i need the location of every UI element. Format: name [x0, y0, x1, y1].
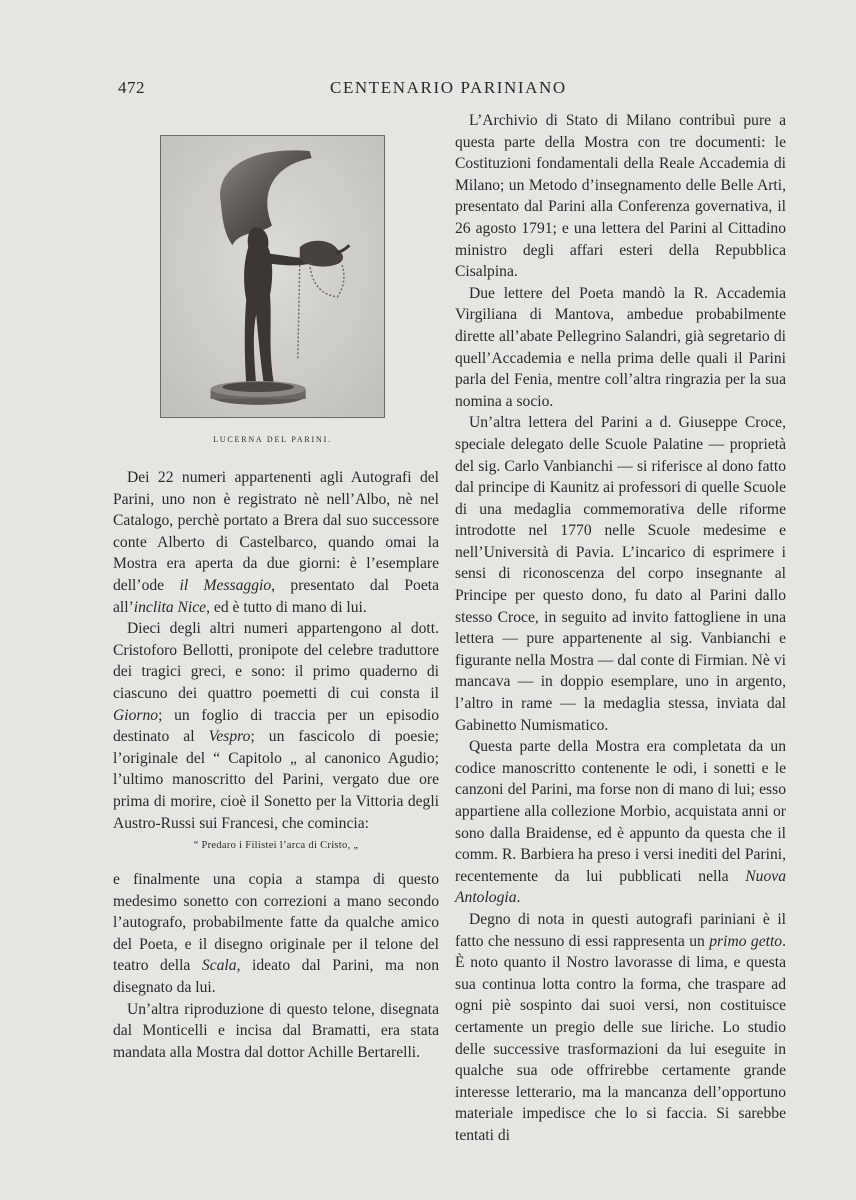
quoted-verse: “ Predaro i Filistei l’arca di Cristo, „ — [193, 840, 359, 851]
text-run: e finalmente una copia a stampa di questo medesimo sonetto con correzioni a mano secondo l’autografo, probabilmente fatte da qualche amico del Poeta, e il disegno originale per il telone del teatro della — [113, 871, 439, 975]
figure-caption: LUCERNA DEL PARINI. — [213, 435, 332, 444]
text-run: Un’altra riproduzione di questo telone, disegnata dal Monticelli e incisa dal Bramatti, era stata mandata alla Mostra dal dottor Achille Bertarelli. — [113, 1000, 439, 1061]
text-run: ; un foglio di traccia per un episodio destinato al — [113, 706, 439, 746]
text-run: , ideato dal Parini, ma non disegnato da lui. — [113, 957, 439, 996]
text-run: . È noto quanto il Nostro lavorasse di lima, e questa sua continua lotta contro la forma, che traspare ad ogni piè sospinto dai suoi versi, non costituisce certamente un pregio delle sue liriche. Lo studio delle successive trasformazioni da lui eseguite in qualche sua ode offrirebbe certamente grande interesse letterario, ma la mancanza dell’opportuno materiale impedisce che lo si faccia. Si sarebbe tentati di — [455, 932, 786, 1144]
paragraph — [113, 467, 439, 618]
paragraph — [113, 999, 439, 1064]
italic-text: Scala — [201, 957, 237, 975]
text-run: Dieci degli altri numeri appartengono al dott. Cristoforo Bellotti, pronipote del celebre traduttore dei tragici greci, e sono: il primo quaderno di ciascuno dei quattro poemetti di cui consta il — [113, 620, 439, 702]
paragraph — [455, 736, 786, 909]
text-run: , ed è tutto di mano di lui. — [206, 598, 367, 616]
lamp-illustration — [160, 135, 385, 418]
italic-text: il Messaggio — [179, 576, 272, 594]
italic-text: Nuova Antologia — [455, 867, 786, 907]
lamp-figure-drawing — [161, 136, 384, 417]
left-column-upper — [113, 467, 439, 834]
italic-text: Giorno — [113, 706, 159, 724]
paragraph — [455, 412, 786, 736]
italic-text: inclita Nice — [133, 598, 207, 616]
text-run: Un’altra lettera del Parini a d. Giuseppe Croce, speciale delegato delle Scuole Palatine — proprietà del sig. Carlo Vanbianchi — si riferisce al dono fatto dal principe di Kaunitz ai professori di quelle Scuole di una medaglia commemorativa delle riforme introdotte nel 1770 nelle Scuole medesime e nell’Università di Pavia. L’incarico di esprimere i sensi di riconoscenza del corpo insegnante al Principe per questo dono, fu dato al Parini dallo stesso Croce, in seguito ad invito fattogliene in una lettera — pure appartenente al sig. Vanbianchi e figurante nella Mostra — dal conte di Firmian. Nè vi mancava — in doppio esemplare, uno in argento, l’altro in rame — la medaglia stessa, inviata dal Gabinetto Numismatico. — [455, 414, 786, 734]
italic-text: Vespro — [208, 728, 251, 746]
paragraph — [113, 869, 439, 999]
text-run: Due lettere del Poeta mandò la R. Accademia Virgiliana di Mantova, ambedue probabilmente dirette all’abate Pellegrino Salandri, già segretario di quell’Accademia e nella prima delle quali il Parini parla del Fenia, mentre coll’altra ringrazia per la sua nomina a socio. — [455, 284, 786, 410]
text-run: Questa parte della Mostra era completata da un codice manoscritto contenente le odi, i sonetti e le canzoni del Parini, ma forse non di mano di lui; esso appartiene alla collezione Morbio, acquistata anni or sono dalla Braidense, ed è appunto da questa che il comm. R. Barbiera ha preso i versi inediti del Parini, recentemente da lui pubblicati nella — [455, 738, 786, 885]
italic-text: primo getto — [709, 932, 783, 950]
paragraph — [455, 110, 786, 283]
text-run: . — [516, 889, 521, 907]
text-run: Dei 22 numeri appartenenti agli Autografi del Parini, uno non è registrato nè nell’Albo, nè nel Catalogo, perchè portato a Brera dal suo successore conte Alberto di Castelbarco, quando omai la Mostra era aperta da due giorni: è l’esemplare dell’ode — [113, 469, 439, 594]
text-run: ; un fascicolo di poesie; l’originale del “ Capitolo „ al canonico Agudio; l’ultimo manoscritto del Parini, vergato due ore prima di morire, cioè il Sonetto per la Vittoria degli Austro-Russi sui Francesi, che comincia: — [113, 728, 439, 832]
text-run: L’Archivio di Stato di Milano contribuì pure a questa parte della Mostra con tre documenti: le Costituzioni fondamentali della Reale Accademia di Milano; un Metodo d’insegnamento delle Belle Arti, presentato dal Parini alla Conferenza governativa, il 26 agosto 1791; e una lettera del Parini al Cittadino ministro degli affari esteri della Repubblica Cisalpina. — [455, 112, 786, 281]
paragraph — [455, 909, 786, 1147]
text-run: , presentato dal Poeta all’ — [113, 576, 440, 616]
right-column — [455, 110, 786, 1147]
left-column-lower — [113, 869, 439, 1063]
text-run: Degno di nota in questi autografi pariniani è il fatto che nessuno di essi rappresenta un — [455, 910, 786, 950]
running-head: CENTENARIO PARINIANO — [330, 78, 567, 97]
page-number: 472 — [118, 78, 145, 97]
paragraph — [455, 283, 786, 413]
paragraph — [113, 618, 439, 834]
